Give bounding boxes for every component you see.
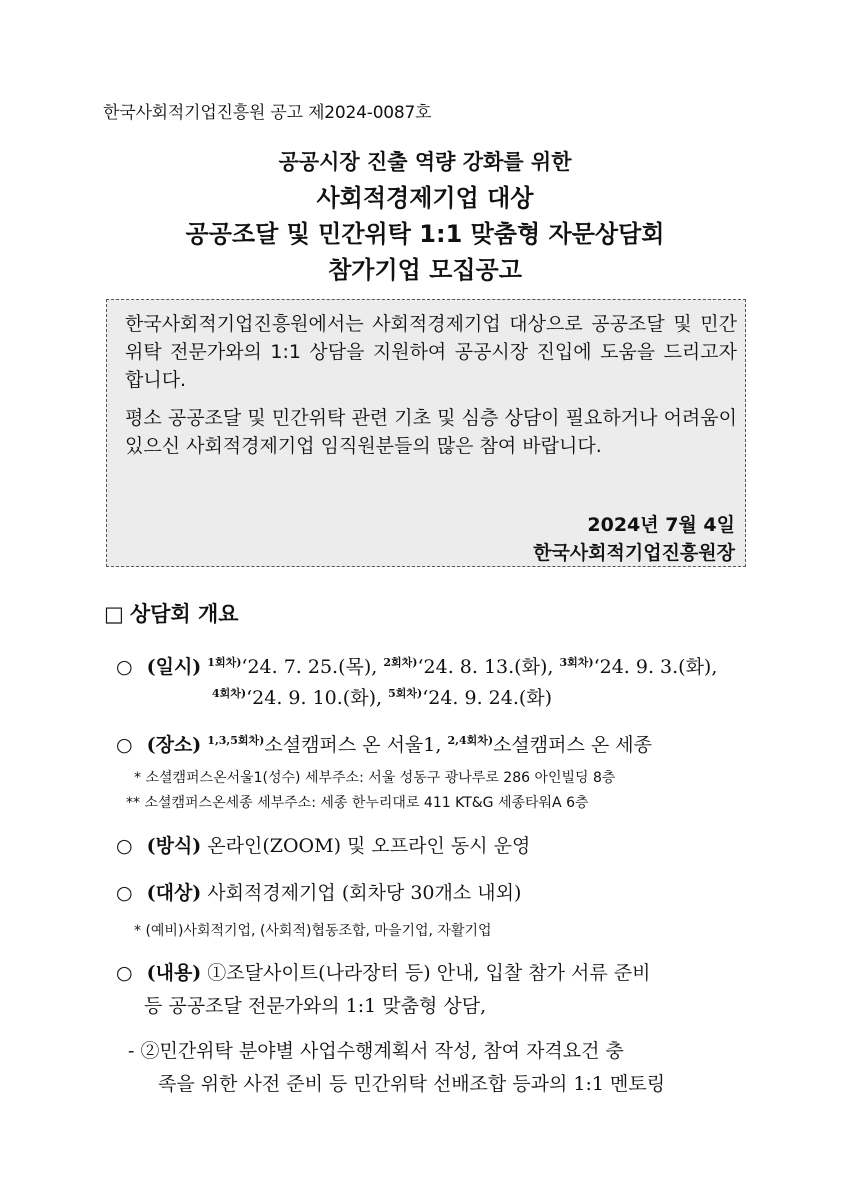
content-line-4: 족을 위한 사전 준비 등 민간위탁 선배조합 등과의 1:1 멘토링 (158, 1073, 666, 1095)
session-1-date: ‘24. 7. 25.(목), (241, 656, 378, 678)
session-2-date: ‘24. 8. 13.(화), (417, 656, 554, 678)
place-item (116, 724, 652, 762)
method-text: 온라인(ZOOM) 및 오프라인 동시 운영 (207, 835, 531, 857)
schedule-item-cont (212, 677, 552, 715)
circle-bullet-icon: ○ (116, 835, 133, 857)
place-label: (장소) (146, 734, 202, 756)
session-2-tag: 2회차) (383, 656, 418, 669)
place-a-tag: 1,3,5회차) (207, 734, 265, 747)
target-item (116, 877, 521, 910)
title-line-1: 공공시장 진출 역량 강화를 위한 (278, 150, 572, 174)
notice-date: 2024년 7월 4일 (587, 514, 735, 536)
title-line-3: 공공조달 및 민간위탁 1:1 맞춤형 자문상담회 (185, 220, 665, 248)
content-label: (내용) (146, 962, 202, 984)
content-subitem (128, 1035, 624, 1068)
target-note: * (예비)사회적기업, (사회적)협동조합, 마을기업, 자활기업 (134, 923, 492, 939)
place-note-2: ** 소셜캠퍼스온세종 세부주소: 세종 한누리대로 411 KT&G 세종타워A 6층 (126, 795, 589, 811)
place-note-1: * 소셜캠퍼스온서울1(성수) 세부주소: 서울 성동구 광나루로 286 아인빌딩 8층 (134, 770, 616, 786)
session-3-date: ‘24. 9. 3.(화), (593, 656, 718, 678)
session-5-tag: 5회차) (388, 687, 423, 700)
intro-paragraph-1: 한국사회적기업진흥원에서는 사회적경제기업 대상으로 공공조달 및 민간위탁 전문가와의 1:1 상담을 지원하여 공공시장 진입에 도움을 드리고자 합니다. (125, 313, 737, 391)
session-1-tag: 1회차) (207, 656, 242, 669)
circle-bullet-icon: ○ (116, 962, 133, 984)
content-line-1: ①조달사이트(나라장터 등) 안내, 입찰 참가 서류 준비 (207, 962, 651, 984)
circle-bullet-icon: ○ (116, 656, 133, 678)
target-text: 사회적경제기업 (회차당 30개소 내외) (207, 882, 522, 904)
target-label: (대상) (146, 882, 202, 904)
method-item (116, 830, 530, 863)
title-line-2: 사회적경제기업 대상 (316, 184, 534, 212)
method-label: (방식) (146, 835, 202, 857)
session-4-date: ‘24. 9. 10.(화), (246, 687, 383, 709)
session-4-tag: 4회차) (212, 687, 247, 700)
notice-number: 한국사회적기업진흥원 공고 제2024-0087호 (103, 103, 432, 123)
content-line-3: ②민간위탁 분야별 사업수행계획서 작성, 참여 자격요건 충 (140, 1040, 624, 1062)
circle-bullet-icon: ○ (116, 882, 133, 904)
content-line-2: 등 공공조달 전문가와의 1:1 맞춤형 상담, (144, 995, 487, 1017)
session-5-date: ‘24. 9. 24.(화) (422, 687, 553, 709)
content-item (116, 957, 650, 990)
dash-bullet-icon: - (128, 1040, 135, 1062)
signer: 한국사회적기업진흥원장 (533, 542, 735, 564)
place-b-tag: 2,4회차) (447, 734, 494, 747)
circle-bullet-icon: ○ (116, 734, 133, 756)
section-heading (104, 598, 239, 628)
schedule-label: (일시) (146, 656, 202, 678)
intro-box (106, 299, 746, 567)
checkbox-square-icon: □ (104, 602, 124, 626)
place-a: 소셜캠퍼스 온 서울1, (264, 734, 442, 756)
title-line-4: 참가기업 모집공고 (328, 256, 522, 284)
session-3-tag: 3회차) (559, 656, 594, 669)
section-title: 상담회 개요 (129, 602, 239, 626)
intro-paragraph-2: 평소 공공조달 및 민간위탁 관련 기초 및 심층 상담이 필요하거나 어려움이 있으신 사회적경제기업 임직원분들의 많은 참여 바랍니다. (125, 407, 737, 457)
place-b: 소셜캠퍼스 온 세종 (493, 734, 652, 756)
